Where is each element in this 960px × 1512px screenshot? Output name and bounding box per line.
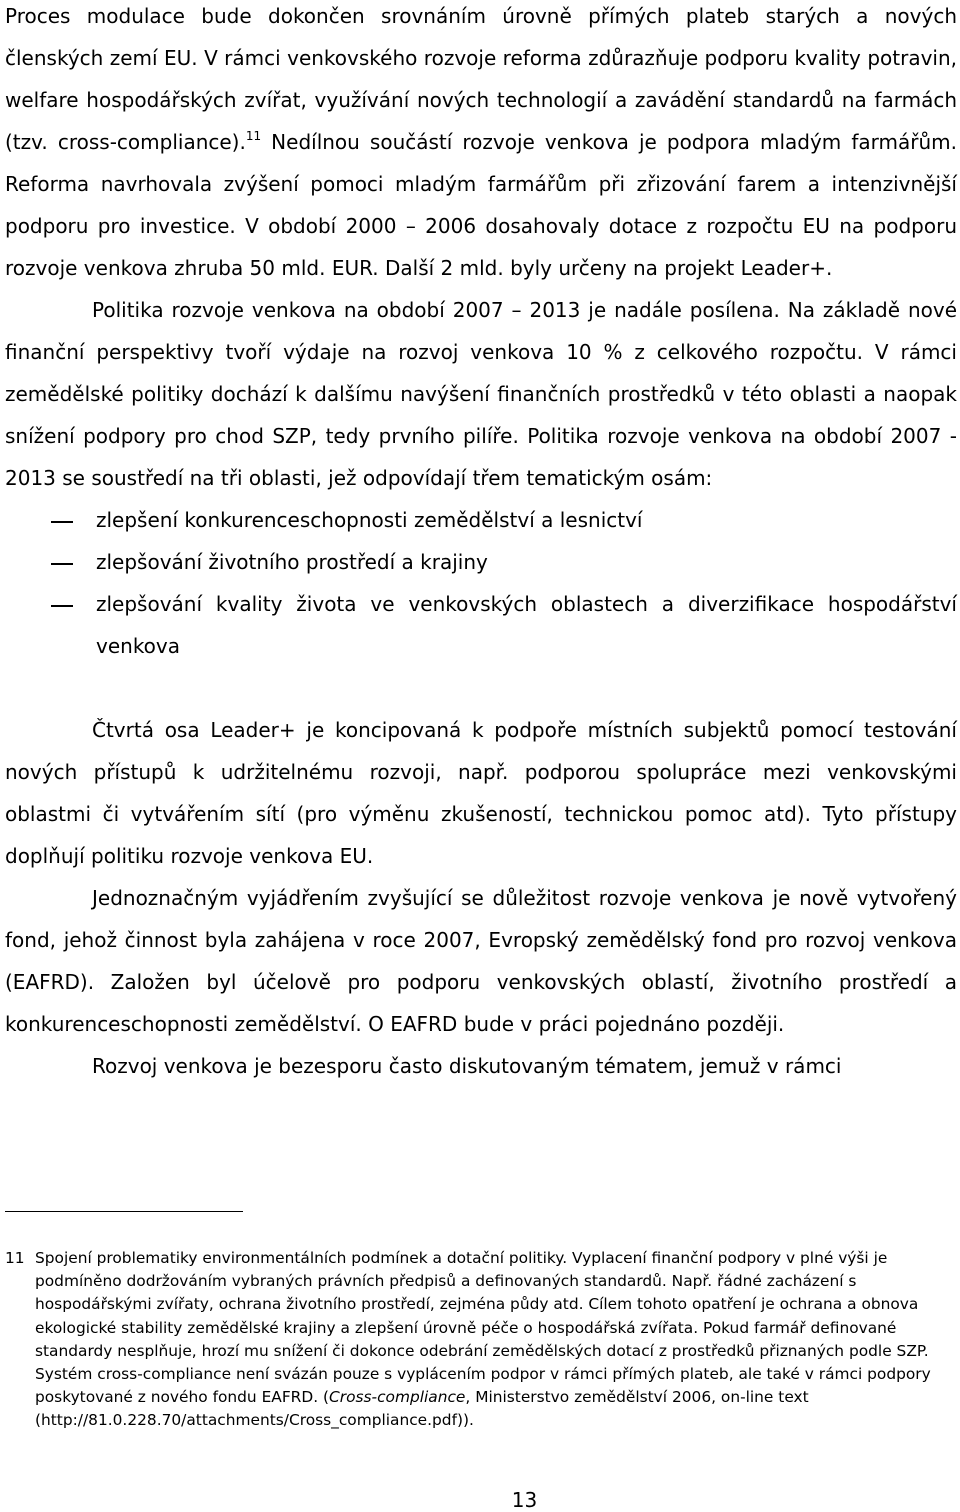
footnote-reference[interactable]: 11 <box>245 129 262 143</box>
paragraph-text: Proces modulace bude dokončen srovnáním úrovně přímých plateb starých a nových členských zemí EU. V rámci venkovského rozvoje reforma zdůrazňuje podporu kvality potravin, welfare hospodářských zvířat, využívání nových technologií a zavádění standardů na farmách (tzv. cross-compliance). <box>5 4 957 154</box>
footnote-text-part: Spojení problematiky environmentálních podmínek a dotační politiky. Vyplacení finanční podpory v plné výši je podmíněno dodržováním vybraných právních předpisů a definovaných standardů. Např. řádné zacházení s hospodářskými zvířaty, ochrana životního prostředí, zejména půdy atd. Cílem tohoto opatření je ochrana a obnova ekologické stability zemědělské krajiny a zlepšení úrovně péče o hospodářská zvířata. Pokud farmář definované standardy nesplňuje, hrozí mu snížení či dokonce odebrání zemědělských dotací z prostředků přiznaných podle SZP. Systém cross-compliance není svázán pouze s vyplácením podpor v rámci přímých plateb, ale také v rámci podpory poskytované z nového fondu EAFRD. ( <box>35 1249 931 1407</box>
list-item <box>5 499 957 541</box>
paragraph-text: Nedílnou součástí rozvoje venkova je podpora mladým farmářům. Reforma navrhovala zvýšení pomoci mladým farmářům při zřizování farem a intenzivnější podporu pro investice. V období 2000 – 2006 dosahovaly dotace z rozpočtu EU na podporu rozvoje venkova zhruba 50 mld. EUR. Další 2 mld. byly určeny na projekt Leader+. <box>5 130 957 280</box>
list-item-text: zlepšování kvality života ve venkovských oblastech a diverzifikace hospodářství venkova <box>96 592 957 658</box>
list-item <box>5 541 957 583</box>
footnote-text <box>35 1247 935 1433</box>
page-number: 13 <box>511 1488 538 1512</box>
paragraph-modulation <box>5 0 957 289</box>
paragraph-rural-development: Rozvoj venkova je bezesporu často diskutovaným tématem, jemuž v rámci <box>92 1054 842 1078</box>
paragraph-rural-policy: Politika rozvoje venkova na období 2007 – 2013 je nadále posílena. Na základě nové finanční perspektivy tvoří výdaje na rozvoj venkova 10 % z celkového rozpočtu. V rámci zemědělské politiky dochází k dalšímu navýšení finančních prostředků v této oblasti a naopak snížení podpory pro chod SZP, tedy prvního pilíře. Politika rozvoje venkova na období 2007 - 2013 se soustředí na tři oblasti, jež odpovídají třem tematickým osám: <box>5 298 957 490</box>
list-item <box>5 583 957 667</box>
paragraph-leader: Čtvrtá osa Leader+ je koncipovaná k podpoře místních subjektů pomocí testování nových přístupů k udržitelnému rozvoji, např. podporou spolupráce mezi venkovskými oblastmi či vytvářením sítí (pro výměnu zkušeností, technickou pomoc atd). Tyto přístupy doplňují politiku rozvoje venkova EU. <box>5 718 957 868</box>
paragraph-eafrd: Jednoznačným vyjádřením zvyšující se důležitost rozvoje venkova je nově vytvořený fond, jehož činnost byla zahájena v roce 2007, Evropský zemědělský fond pro rozvoj venkova (EAFRD). Založen byl účelově pro podporu venkovských oblastí, životního prostředí a konkurenceschopnosti zemědělství. O EAFRD bude v práci pojednáno později. <box>5 886 957 1036</box>
list-item-text: zlepšování životního prostředí a krajiny <box>96 550 488 574</box>
list-item-text: zlepšení konkurenceschopnosti zemědělství a lesnictví <box>96 508 643 532</box>
footnote-italic-title: Cross-compliance <box>329 1388 466 1407</box>
footnote-separator <box>5 1211 243 1212</box>
document-page <box>5 0 957 1087</box>
footnote <box>5 1247 935 1433</box>
footnote-text-part: , Ministerstvo zemědělství 2006, on-line text (http://81.0.228.70/attachments/Cross_compliance.pdf)). <box>35 1388 809 1430</box>
thematic-axes-list <box>5 499 957 667</box>
footnote-number: 11 <box>5 1249 25 1267</box>
